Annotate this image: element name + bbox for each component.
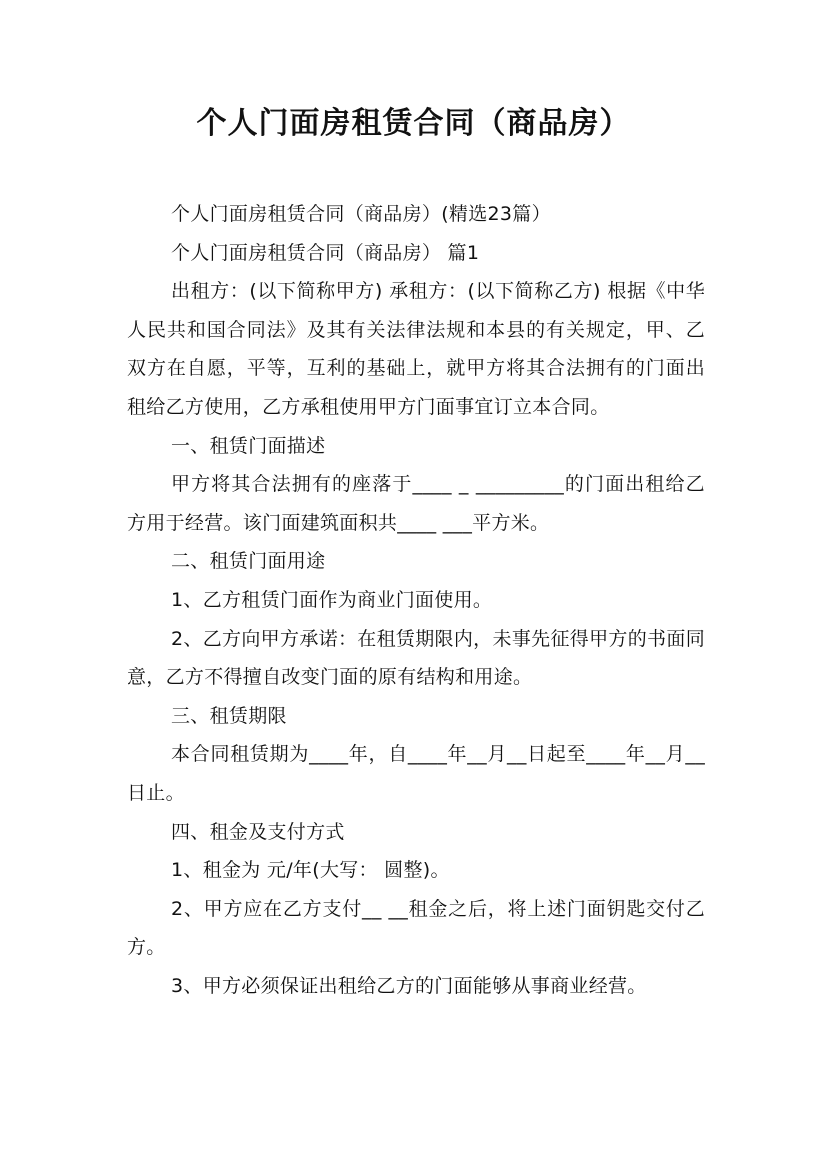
section-heading-term: 三、租赁期限 [171, 704, 287, 727]
paragraph-usage-2: 2、乙方向甲方承诺：在租赁期限内，未事先征得甲方的书面同意，乙方不得擅自改变门面的原有结构和用途。 [127, 627, 705, 689]
document-body [127, 195, 705, 1005]
section-heading-rent: 四、租金及支付方式 [171, 820, 345, 843]
paragraph-collection-heading: 个人门面房租赁合同（商品房）(精选23篇） [171, 203, 551, 225]
paragraph-rent-3: 3、甲方必须保证出租给乙方的门面能够从事商业经营。 [171, 974, 647, 997]
paragraph-location: 甲方将其合法拥有的座落于____ _ _________的门面出租给乙方用于经营。该门面建筑面积共____ ___平方米。 [127, 473, 705, 534]
paragraph-article-heading: 个人门面房租赁合同（商品房） 篇1 [171, 241, 480, 264]
paragraph-preamble: 出租方：(以下简称甲方) 承租方：(以下简称乙方) 根据《中华人民共和国合同法》及其有关法律法规和本县的有关规定，甲、乙双方在自愿，平等，互利的基础上，就甲方将其合法拥有的门面出租给乙方使用，乙方承租使用甲方门面事宜订立本合同。 [127, 280, 705, 418]
document-title: 个人门面房租赁合同（商品房） [196, 106, 631, 141]
paragraph-usage-1: 1、乙方租赁门面作为商业门面使用。 [171, 588, 493, 611]
paragraph-term: 本合同租赁期为____年，自____年__月__日起至____年__月__日止。 [127, 743, 705, 804]
paragraph-rent-2: 2、甲方应在乙方支付__ __租金之后，将上述门面钥匙交付乙方。 [127, 897, 705, 959]
section-heading-description: 一、租赁门面描述 [171, 434, 326, 457]
section-heading-usage: 二、租赁门面用途 [171, 550, 326, 573]
paragraph-rent-1: 1、租金为 元/年(大写： 圆整)。 [171, 859, 450, 882]
